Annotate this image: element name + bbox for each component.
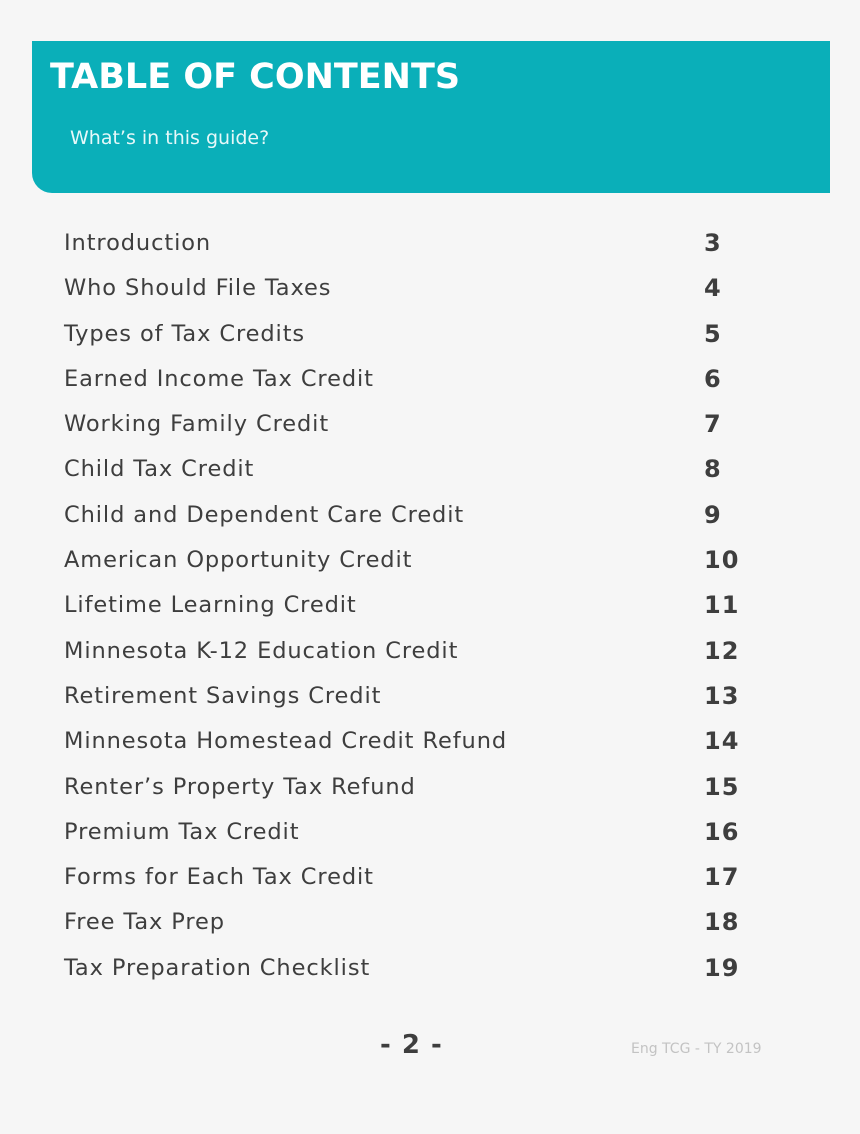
toc-entry-title: Earned Income Tax Credit: [64, 365, 374, 392]
toc-entry-page: 6: [704, 364, 722, 393]
toc-entry[interactable]: [64, 221, 754, 266]
toc-entry-page: 7: [704, 410, 722, 439]
toc-entry[interactable]: [64, 583, 754, 628]
toc-entry-title: Child Tax Credit: [64, 456, 255, 483]
toc-entry-title: Forms for Each Tax Credit: [64, 864, 374, 891]
toc-entry-page: 17: [704, 863, 740, 892]
toc-entry[interactable]: [64, 810, 754, 855]
toc-entry-title: Minnesota Homestead Credit Refund: [64, 728, 508, 755]
toc-entry[interactable]: [64, 538, 754, 583]
toc-entry[interactable]: [64, 674, 754, 719]
toc-entry-page: 19: [704, 953, 740, 982]
toc-entry-page: 11: [704, 591, 740, 620]
toc-entry-page: 16: [704, 817, 740, 846]
toc-entry-title: Free Tax Prep: [64, 909, 225, 936]
toc-entry-page: 4: [704, 274, 722, 303]
header-banner: [32, 41, 830, 193]
toc-entry[interactable]: [64, 357, 754, 402]
toc-entry[interactable]: [64, 946, 754, 991]
toc-entry-page: 10: [704, 546, 740, 575]
toc-entry[interactable]: [64, 402, 754, 447]
toc-entry[interactable]: [64, 266, 754, 311]
toc-entry-title: Renter’s Property Tax Refund: [64, 773, 416, 800]
toc-entry-page: 14: [704, 727, 740, 756]
toc-entry[interactable]: [64, 493, 754, 538]
page-subtitle: What’s in this guide?: [70, 127, 270, 149]
toc-entry[interactable]: [64, 447, 754, 492]
page-title: TABLE OF CONTENTS: [50, 57, 461, 97]
toc-entry-page: 8: [704, 455, 722, 484]
toc-entry-page: 18: [704, 908, 740, 937]
toc-entry[interactable]: [64, 855, 754, 900]
footer-note: Eng TCG - TY 2019: [631, 1041, 762, 1057]
toc-list: [64, 221, 754, 991]
toc-entry-title: Who Should File Taxes: [64, 275, 332, 302]
toc-entry[interactable]: [64, 719, 754, 764]
toc-entry-page: 15: [704, 772, 740, 801]
toc-entry[interactable]: [64, 312, 754, 357]
toc-entry-title: Retirement Savings Credit: [64, 682, 382, 709]
toc-entry-title: Types of Tax Credits: [64, 320, 306, 347]
toc-entry-title: Working Family Credit: [64, 411, 330, 438]
toc-entry-title: Child and Dependent Care Credit: [64, 501, 465, 528]
toc-entry-page: 12: [704, 636, 740, 665]
toc-entry-title: Premium Tax Credit: [64, 818, 300, 845]
toc-entry[interactable]: [64, 629, 754, 674]
toc-entry-title: Minnesota K-12 Education Credit: [64, 637, 459, 664]
toc-entry-title: Lifetime Learning Credit: [64, 592, 357, 619]
page-number: - 2 -: [380, 1030, 443, 1060]
toc-entry[interactable]: [64, 900, 754, 945]
toc-entry-page: 5: [704, 319, 722, 348]
toc-entry-title: Introduction: [64, 230, 212, 256]
toc-entry-page: 9: [704, 500, 722, 529]
toc-entry-page: 3: [704, 229, 722, 257]
toc-entry-title: Tax Preparation Checklist: [64, 954, 371, 981]
toc-entry-title: American Opportunity Credit: [64, 547, 413, 574]
toc-entry-page: 13: [704, 681, 740, 710]
toc-entry[interactable]: [64, 765, 754, 810]
